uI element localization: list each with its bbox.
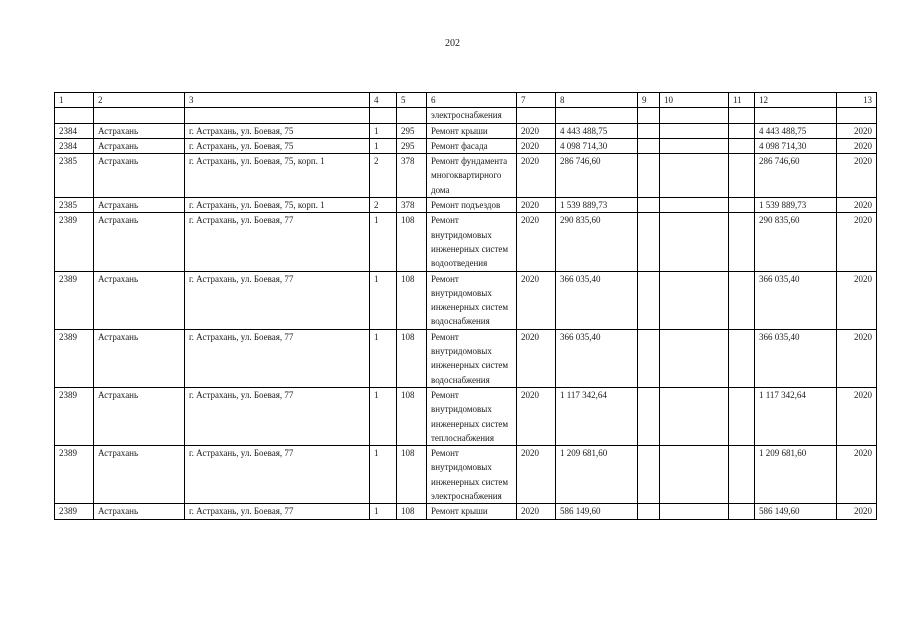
cell-col-11 [729, 154, 755, 198]
cell-col-4: 1 [370, 271, 397, 329]
cell-col-7: 2020 [517, 123, 556, 138]
cell-col-5: 108 [397, 329, 427, 387]
cell-col-4: 1 [370, 329, 397, 387]
cell-col-13: 2020 [837, 387, 877, 445]
cell-col-11 [729, 198, 755, 213]
cell-col-4: 1 [370, 138, 397, 153]
cell-col-13: 2020 [837, 123, 877, 138]
cell-col-8: 586 149,60 [556, 504, 638, 519]
cell-col-8: 8 [556, 93, 638, 108]
cell-col-3: г. Астрахань, ул. Боевая, 75, корп. 1 [185, 154, 370, 198]
cell-col-5: 295 [397, 138, 427, 153]
cell-col-13: 2020 [837, 504, 877, 519]
cell-col-2: Астрахань [94, 271, 185, 329]
cell-col-1: 2389 [55, 329, 94, 387]
cell-col-2: Астрахань [94, 198, 185, 213]
cell-col-6: Ремонт внутридомовых инженерных систем электроснабжения [427, 446, 517, 504]
table-row [55, 446, 877, 504]
cell-col-10 [660, 108, 729, 123]
cell-col-10 [660, 504, 729, 519]
cell-col-1: 2389 [55, 271, 94, 329]
cell-col-5: 108 [397, 387, 427, 445]
cell-col-10 [660, 213, 729, 271]
cell-col-7 [517, 108, 556, 123]
cell-col-2: 2 [94, 93, 185, 108]
cell-col-10 [660, 198, 729, 213]
cell-col-1: 2385 [55, 154, 94, 198]
cell-col-10: 10 [660, 93, 729, 108]
cell-col-10 [660, 329, 729, 387]
cell-col-6: Ремонт внутридомовых инженерных систем теплоснабжения [427, 387, 517, 445]
header-row [55, 93, 877, 108]
cell-col-10 [660, 154, 729, 198]
cell-col-11 [729, 271, 755, 329]
cell-col-12: 1 117 342,64 [755, 387, 837, 445]
cell-col-11 [729, 446, 755, 504]
cell-col-2: Астрахань [94, 504, 185, 519]
cell-col-6: Ремонт внутридомовых инженерных систем водоснабжения [427, 329, 517, 387]
cell-col-12: 4 098 714,30 [755, 138, 837, 153]
table-body [55, 93, 877, 520]
cell-col-9 [638, 329, 660, 387]
cell-col-12: 1 209 681,60 [755, 446, 837, 504]
cell-col-8: 366 035,40 [556, 271, 638, 329]
cell-col-2: Астрахань [94, 154, 185, 198]
cell-col-8: 286 746,60 [556, 154, 638, 198]
cell-col-8 [556, 108, 638, 123]
cell-col-1: 2389 [55, 213, 94, 271]
cell-col-3 [185, 108, 370, 123]
cell-col-11 [729, 108, 755, 123]
continuation-row [55, 108, 877, 123]
table-row [55, 271, 877, 329]
cell-col-4 [370, 108, 397, 123]
cell-col-5: 295 [397, 123, 427, 138]
cell-col-1: 2385 [55, 198, 94, 213]
cell-col-3: г. Астрахань, ул. Боевая, 75, корп. 1 [185, 198, 370, 213]
cell-col-9 [638, 387, 660, 445]
cell-col-11: 11 [729, 93, 755, 108]
cell-col-1: 2389 [55, 446, 94, 504]
cell-col-2: Астрахань [94, 138, 185, 153]
cell-col-11 [729, 387, 755, 445]
table-row [55, 123, 877, 138]
cell-col-3: г. Астрахань, ул. Боевая, 77 [185, 446, 370, 504]
cell-col-13: 2020 [837, 271, 877, 329]
cell-col-4: 1 [370, 387, 397, 445]
cell-col-7: 2020 [517, 446, 556, 504]
cell-col-6: Ремонт подъездов [427, 198, 517, 213]
cell-col-1 [55, 108, 94, 123]
cell-col-4: 1 [370, 504, 397, 519]
cell-col-3: г. Астрахань, ул. Боевая, 75 [185, 138, 370, 153]
cell-col-9 [638, 271, 660, 329]
cell-col-7: 2020 [517, 504, 556, 519]
cell-col-13: 2020 [837, 154, 877, 198]
cell-col-10 [660, 271, 729, 329]
repair-registry-table [54, 92, 877, 520]
cell-col-13: 2020 [837, 329, 877, 387]
cell-col-2: Астрахань [94, 446, 185, 504]
cell-col-6: Ремонт внутридомовых инженерных систем водоотведения [427, 213, 517, 271]
cell-col-9 [638, 446, 660, 504]
cell-col-13 [837, 108, 877, 123]
cell-col-2: Астрахань [94, 329, 185, 387]
cell-col-4: 2 [370, 198, 397, 213]
cell-col-7: 2020 [517, 198, 556, 213]
cell-col-11 [729, 329, 755, 387]
cell-col-11 [729, 213, 755, 271]
cell-col-8: 1 117 342,64 [556, 387, 638, 445]
cell-col-4: 1 [370, 446, 397, 504]
cell-col-7: 2020 [517, 154, 556, 198]
cell-col-3: г. Астрахань, ул. Боевая, 77 [185, 213, 370, 271]
cell-col-3: г. Астрахань, ул. Боевая, 77 [185, 271, 370, 329]
cell-col-11 [729, 504, 755, 519]
cell-col-5: 108 [397, 504, 427, 519]
cell-col-8: 1 539 889,73 [556, 198, 638, 213]
cell-col-12: 4 443 488,75 [755, 123, 837, 138]
cell-col-10 [660, 387, 729, 445]
table-row [55, 198, 877, 213]
cell-col-5: 108 [397, 271, 427, 329]
cell-col-9 [638, 138, 660, 153]
cell-col-7: 2020 [517, 138, 556, 153]
cell-col-6: Ремонт фундамента многоквартирного дома [427, 154, 517, 198]
cell-col-3: 3 [185, 93, 370, 108]
table-row [55, 504, 877, 519]
cell-col-9 [638, 198, 660, 213]
cell-col-1: 2384 [55, 138, 94, 153]
cell-col-2 [94, 108, 185, 123]
cell-col-9 [638, 154, 660, 198]
cell-col-3: г. Астрахань, ул. Боевая, 75 [185, 123, 370, 138]
cell-col-13: 2020 [837, 138, 877, 153]
cell-col-2: Астрахань [94, 387, 185, 445]
cell-col-7: 2020 [517, 329, 556, 387]
cell-col-5 [397, 108, 427, 123]
cell-col-1: 1 [55, 93, 94, 108]
cell-col-12: 586 149,60 [755, 504, 837, 519]
cell-col-13: 2020 [837, 213, 877, 271]
cell-col-2: Астрахань [94, 123, 185, 138]
cell-col-13: 13 [837, 93, 877, 108]
cell-col-6: Ремонт крыши [427, 504, 517, 519]
cell-col-12 [755, 108, 837, 123]
cell-col-8: 4 443 488,75 [556, 123, 638, 138]
cell-col-7: 2020 [517, 387, 556, 445]
cell-col-6: Ремонт фасада [427, 138, 517, 153]
cell-col-9 [638, 108, 660, 123]
cell-col-1: 2389 [55, 387, 94, 445]
cell-col-7: 2020 [517, 271, 556, 329]
cell-col-5: 108 [397, 213, 427, 271]
cell-col-5: 378 [397, 198, 427, 213]
cell-col-12: 1 539 889,73 [755, 198, 837, 213]
cell-col-6: электроснабжения [427, 108, 517, 123]
cell-col-12: 366 035,40 [755, 271, 837, 329]
cell-col-8: 290 835,60 [556, 213, 638, 271]
cell-col-5: 5 [397, 93, 427, 108]
cell-col-12: 286 746,60 [755, 154, 837, 198]
table-row [55, 213, 877, 271]
cell-col-7: 2020 [517, 213, 556, 271]
page-number: 202 [445, 38, 460, 49]
cell-col-12: 366 035,40 [755, 329, 837, 387]
table-row [55, 329, 877, 387]
cell-col-3: г. Астрахань, ул. Боевая, 77 [185, 329, 370, 387]
cell-col-6: Ремонт внутридомовых инженерных систем водоснабжения [427, 271, 517, 329]
cell-col-9 [638, 123, 660, 138]
cell-col-5: 108 [397, 446, 427, 504]
cell-col-4: 4 [370, 93, 397, 108]
table-row [55, 138, 877, 153]
cell-col-3: г. Астрахань, ул. Боевая, 77 [185, 504, 370, 519]
cell-col-6: Ремонт крыши [427, 123, 517, 138]
table-row [55, 387, 877, 445]
cell-col-13: 2020 [837, 446, 877, 504]
cell-col-8: 4 098 714,30 [556, 138, 638, 153]
cell-col-12: 290 835,60 [755, 213, 837, 271]
cell-col-8: 1 209 681,60 [556, 446, 638, 504]
cell-col-10 [660, 446, 729, 504]
cell-col-2: Астрахань [94, 213, 185, 271]
table-row [55, 154, 877, 198]
cell-col-11 [729, 123, 755, 138]
cell-col-9 [638, 213, 660, 271]
cell-col-12: 12 [755, 93, 837, 108]
cell-col-6: 6 [427, 93, 517, 108]
cell-col-10 [660, 123, 729, 138]
cell-col-9 [638, 504, 660, 519]
cell-col-11 [729, 138, 755, 153]
cell-col-13: 2020 [837, 198, 877, 213]
cell-col-1: 2384 [55, 123, 94, 138]
cell-col-7: 7 [517, 93, 556, 108]
cell-col-9: 9 [638, 93, 660, 108]
cell-col-3: г. Астрахань, ул. Боевая, 77 [185, 387, 370, 445]
cell-col-4: 1 [370, 213, 397, 271]
cell-col-4: 2 [370, 154, 397, 198]
cell-col-1: 2389 [55, 504, 94, 519]
cell-col-4: 1 [370, 123, 397, 138]
cell-col-8: 366 035,40 [556, 329, 638, 387]
cell-col-10 [660, 138, 729, 153]
cell-col-5: 378 [397, 154, 427, 198]
